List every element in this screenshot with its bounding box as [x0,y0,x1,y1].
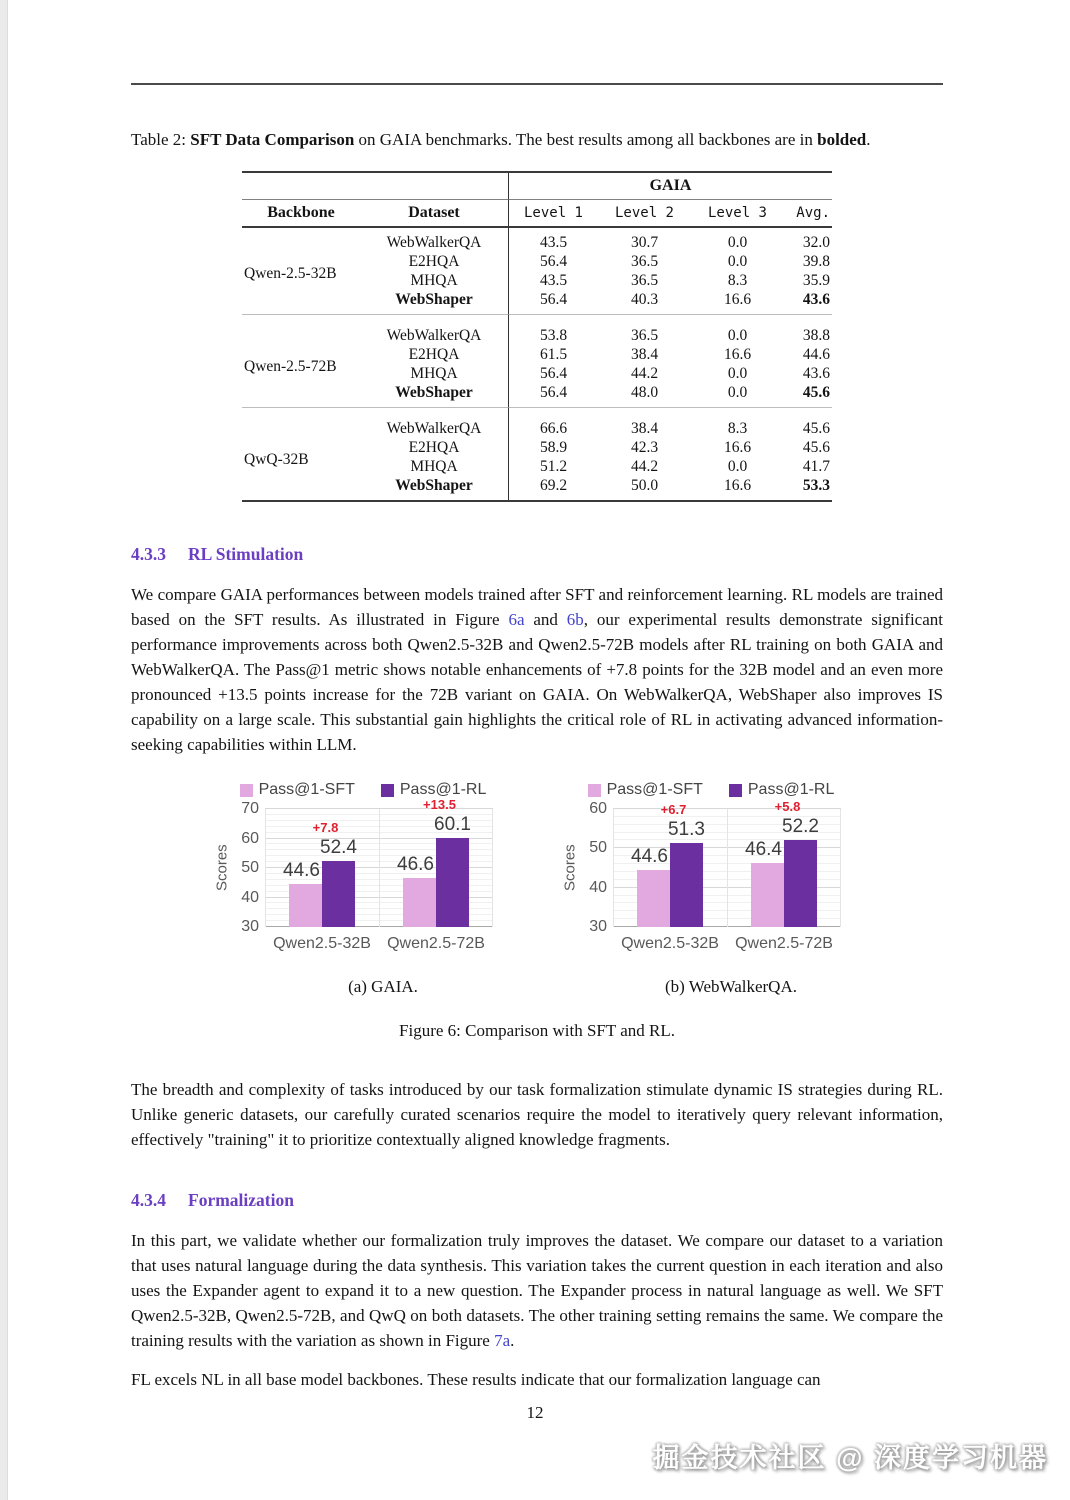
dataset-cell: E2HQA [408,346,460,363]
y-axis-label: Scores [213,844,231,892]
value-cell: 56.4 [508,252,598,271]
value-cell: 61.5 [508,345,598,364]
sft-table [242,171,832,502]
vertical-gridline [613,809,614,927]
dataset-cell: MHQA [410,458,458,475]
value-cell: 53.8 [508,321,598,345]
value-cell: 0.0 [727,365,748,382]
y-tick-label: 60 [589,800,607,817]
value-cell: 0.0 [727,327,748,344]
legend-label: Pass@1-RL [399,781,487,798]
value-cell: 0.0 [727,458,748,475]
column-header-level2: Level 2 [598,200,691,228]
dataset-cell: WebShaper [395,291,473,308]
value-cell: 51.2 [508,457,598,476]
chart-gaia [213,781,513,997]
page-edge [0,0,8,1500]
backbone-cell: QwQ-32B [244,451,309,468]
value-cell: 16.6 [723,439,752,456]
legend-item [588,781,703,799]
bar-value-label: 44.6 [631,845,668,867]
page-number: 12 [526,1403,544,1422]
dataset-cell: WebWalkerQA [386,234,482,251]
column-header-dataset: Dataset [360,200,508,228]
value-cell: 38.4 [630,420,659,437]
bar-value-label: 46.4 [745,838,782,860]
caption-bold: bolded [817,130,867,149]
y-tick-label: 40 [241,888,259,906]
chart-legend [213,781,513,799]
delta-label: +5.8 [774,798,801,814]
chart-webwalkerqa [561,781,861,997]
bar-sft [637,870,670,927]
dataset-cell: WebWalkerQA [386,420,482,437]
value-cell: 16.6 [723,291,752,308]
bar-sft [289,884,322,927]
plot-area [265,797,493,927]
paragraph-fl-excels: FL excels NL in all base model backbones. These results indicate that our formalization language can [131,1370,821,1389]
x-category-label: Qwen2.5-72B [735,935,833,952]
column-header-backbone: Backbone [242,200,360,228]
y-tick-label: 40 [589,878,607,896]
value-cell: 8.3 [727,272,748,289]
value-cell: 0.0 [727,234,748,251]
value-cell: 66.6 [508,414,598,438]
dataset-cell: MHQA [410,365,458,382]
legend-label: Pass@1-RL [747,781,835,798]
value-cell: 56.4 [508,364,598,383]
vertical-gridline [492,809,493,927]
value-cell: 48.0 [630,384,659,401]
value-cell: 32.0 [802,234,830,251]
watermark: 掘金技术社区 @ 深度学习机器 [652,1443,1048,1473]
paragraph-breadth: The breadth and complexity of tasks introduced by our task formalization stimulate dynamic IS strategies during RL. Unlike generic datasets, our carefully curated scenarios require the model to iteratively query relevant information, effectively "training" it to prioritize contextually aligned knowledge fragments. [131,1080,943,1149]
bar-value-label: 51.3 [668,819,705,841]
value-cell: 0.0 [727,253,748,270]
y-tick-label: 30 [241,918,259,935]
value-cell: 38.4 [630,346,659,363]
x-axis-labels [265,935,493,961]
section-heading-434 [131,1190,943,1211]
caption-bold: SFT Data Comparison [190,130,355,149]
value-cell: 42.3 [630,439,659,456]
value-cell: 50.0 [630,477,659,494]
bar-value-label: 52.4 [320,836,357,858]
value-cell: 43.6 [802,291,830,308]
value-cell: 43.5 [508,228,598,252]
value-cell: 45.6 [802,384,830,401]
section-number: 4.3.4 [131,1190,166,1210]
value-cell: 45.6 [802,439,830,456]
vertical-gridline [727,809,728,927]
dataset-cell: WebWalkerQA [386,327,482,344]
vertical-gridline [840,809,841,927]
value-cell: 43.5 [508,271,598,290]
column-header-level3: Level 3 [691,200,784,228]
value-cell: 16.6 [723,477,752,494]
section-heading-433 [131,544,943,565]
y-tick-label: 30 [589,918,607,935]
figure-6-caption: Figure 6: Comparison with SFT and RL. [399,1021,675,1040]
legend-item [240,781,355,799]
section-title: RL Stimulation [188,544,304,564]
value-cell: 58.9 [508,438,598,457]
delta-label: +6.7 [660,802,687,818]
value-cell: 36.5 [630,253,659,270]
table-caption [131,127,943,153]
subfigure-caption: (b) WebWalkerQA. [665,977,797,996]
value-cell: 39.8 [802,253,830,270]
dataset-cell: WebShaper [395,384,473,401]
dataset-cell: E2HQA [408,253,460,270]
y-axis-ticks [579,800,613,935]
table-group-header: GAIA [508,173,832,200]
y-axis-label: Scores [561,844,579,892]
legend-swatch-icon [381,784,394,797]
charts-row [131,781,943,997]
bar-rl [436,838,469,927]
value-cell: 16.6 [723,346,752,363]
delta-label: +7.8 [312,819,339,835]
column-header-avg: Avg. [784,200,832,228]
column-header-level1: Level 1 [508,200,598,228]
bar-value-label: 44.6 [283,859,320,881]
legend-swatch-icon [240,784,253,797]
figure-6a-link[interactable]: 6a [508,610,525,629]
x-axis-labels [613,935,841,961]
group-separator [508,407,832,414]
value-cell: 69.2 [508,476,598,500]
legend-label: Pass@1-SFT [258,781,355,798]
caption-text: on GAIA benchmarks. The best results among all backbones are in [354,130,818,149]
value-cell: 0.0 [727,384,748,401]
bar-value-label: 52.2 [782,815,819,837]
x-category-label: Qwen2.5-72B [387,935,485,952]
value-cell: 30.7 [630,234,659,251]
legend-label: Pass@1-SFT [606,781,703,798]
paragraph-rl-stimulation: We compare GAIA performances between models trained after SFT and reinforcement learning. RL models are trained based on the SFT results. As illustrated in Figure 6a and 6b, our experimental results demonstrate significant performance improvements across both Qwen2.5-32B and Qwen2.5-72B models after RL training on both GAIA and WebWalkerQA. The Pass@1 metric shows notable enhancements of +7.8 points for the 32B model and an even more pronounced +13.5 points increase for the 72B variant on GAIA. On WebWalkerQA, WebShaper also improves IS capability on a large scale. This substantial gain highlights the critical role of RL in activating advanced information-seeking capabilities within LLM. [131,585,943,754]
page-content [131,0,943,1392]
caption-text: . [866,130,871,149]
bar-sft [751,863,784,928]
value-cell: 44.2 [630,365,659,382]
dataset-cell: MHQA [410,272,458,289]
section-number: 4.3.3 [131,544,166,564]
y-tick-label: 50 [241,859,259,876]
value-cell: 36.5 [630,327,659,344]
value-cell: 45.6 [802,420,830,437]
delta-label: +13.5 [423,797,456,813]
value-cell: 41.7 [802,458,830,475]
value-cell: 44.2 [630,458,659,475]
bar-sft [403,878,436,927]
figure-6 [131,781,943,1041]
y-tick-label: 60 [241,829,259,847]
x-category-label: Qwen2.5-32B [621,935,719,952]
value-cell: 44.6 [802,346,830,363]
value-cell: 56.4 [508,383,598,407]
sft-table-wrap [242,171,832,502]
value-cell: 36.5 [630,272,659,289]
y-tick-label: 50 [589,839,607,857]
value-cell: 53.3 [802,477,830,494]
backbone-cell: Qwen-2.5-72B [244,358,337,375]
bar-value-label: 60.1 [434,814,471,836]
caption-text: Table 2: [131,130,191,149]
value-cell: 43.6 [802,365,830,382]
group-separator [242,407,508,414]
value-cell: 56.4 [508,290,598,314]
dataset-cell: E2HQA [408,439,460,456]
x-category-label: Qwen2.5-32B [273,935,371,952]
legend-swatch-icon [729,784,742,797]
bar-value-label: 46.6 [397,854,434,876]
dataset-cell: WebShaper [395,477,473,494]
paragraph-formalization: In this part, we validate whether our formalization truly improves the dataset. We compare our dataset to a variation that uses natural language during the data synthesis. This variation takes the current question in each iteration and also uses the Expander agent to expand it to a new question. The Expander process in natural language as well. We SFT Qwen2.5-32B, Qwen2.5-72B, and QwQ on both datasets. The other training setting remains the same. We compare the training results with the variation as shown in Figure 7a. [131,1231,943,1350]
y-tick-label: 70 [241,800,259,817]
table-corner [242,173,508,200]
chart-legend [561,781,861,799]
y-axis-ticks [231,800,265,935]
value-cell: 8.3 [727,420,748,437]
group-separator [508,314,832,321]
backbone-cell: Qwen-2.5-32B [244,265,337,282]
value-cell: 40.3 [630,291,659,308]
subfigure-caption: (a) GAIA. [348,977,418,996]
legend-item [729,781,835,799]
section-title: Formalization [188,1190,294,1210]
plot-area [613,798,841,927]
figure-6b-link[interactable]: 6b [566,610,584,629]
group-separator [242,314,508,321]
figure-7a-link[interactable]: 7a [494,1331,511,1350]
legend-swatch-icon [588,784,601,797]
value-cell: 38.8 [802,327,830,344]
value-cell: 35.9 [802,272,830,289]
